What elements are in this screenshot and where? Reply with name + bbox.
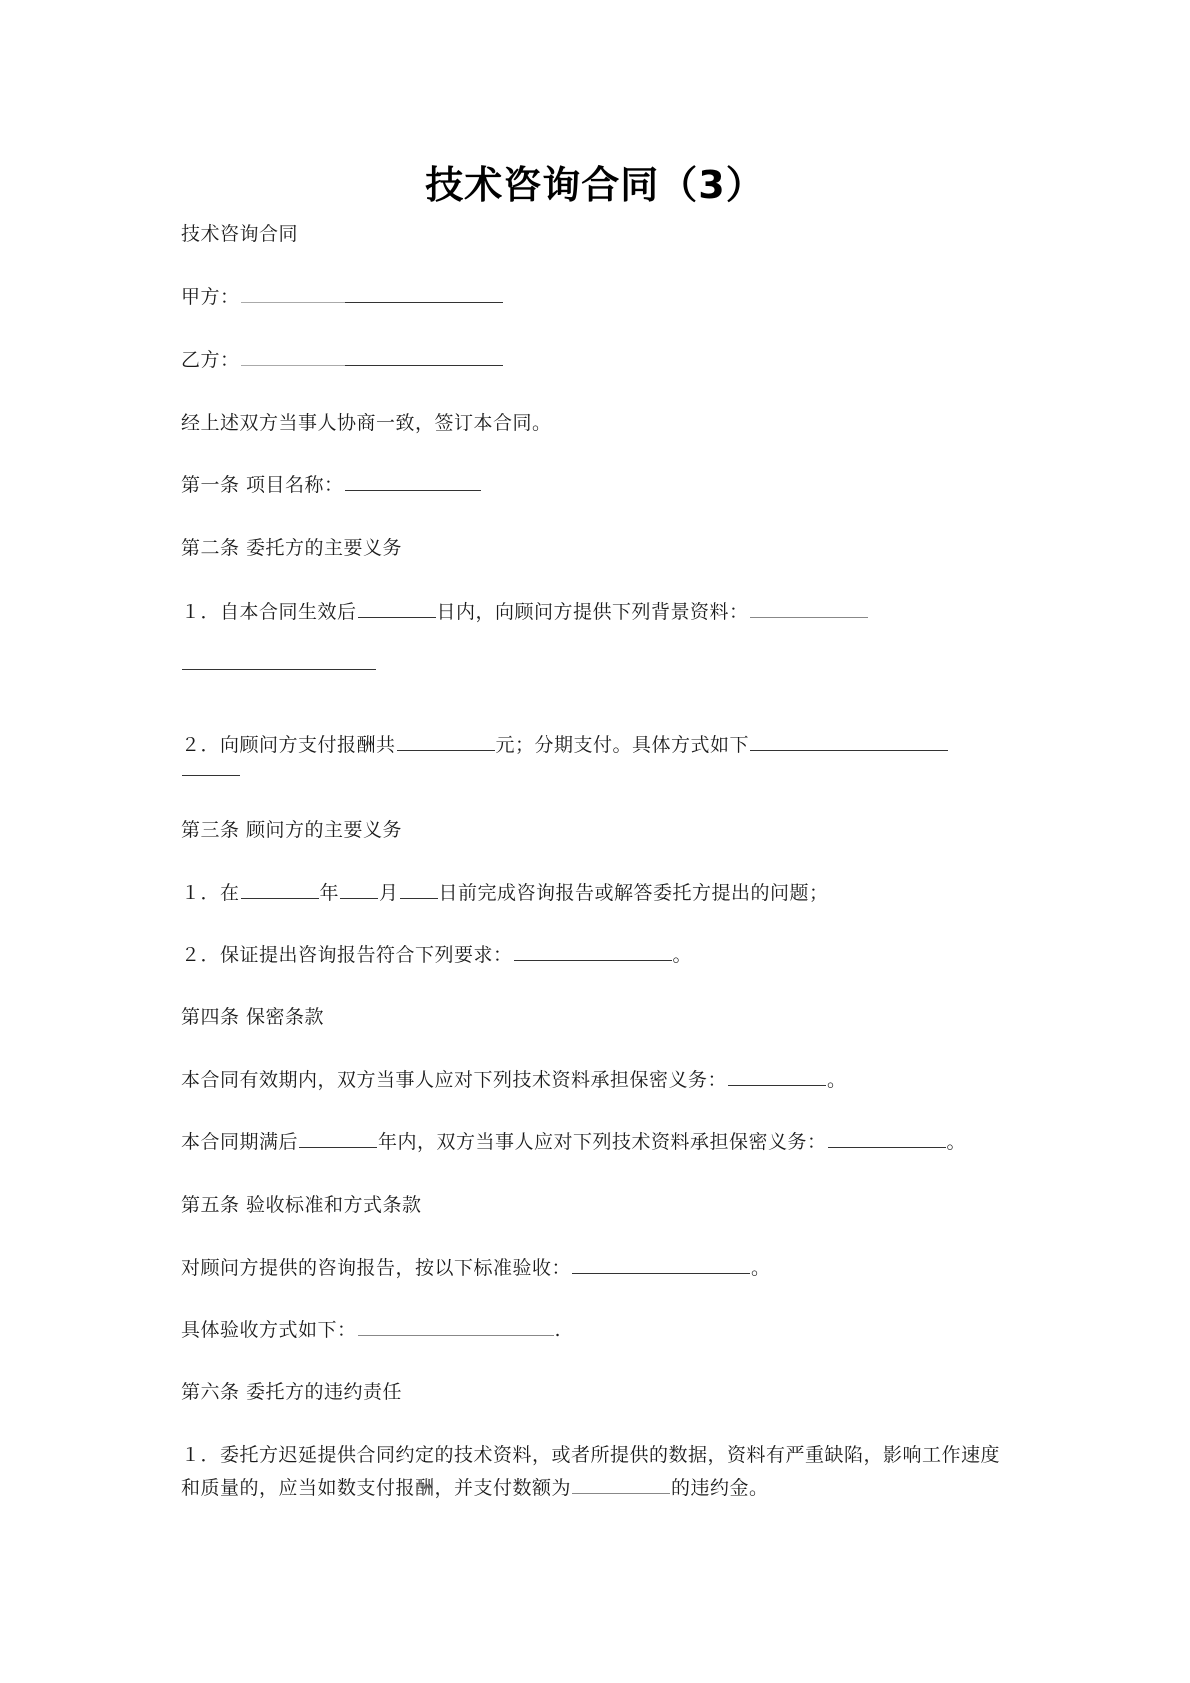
payment-method-blank-continued[interactable] — [182, 757, 240, 776]
article5-para2-text: 具体验收方式如下： — [181, 1319, 357, 1341]
deadline-year-blank[interactable] — [241, 880, 319, 899]
article2-item1-text-b: 日内，向顾问方提供下列背景资料： — [436, 601, 749, 623]
party-b-line — [181, 344, 1011, 376]
article4-para2-text-b: 年内，双方当事人应对下列技术资料承担保密义务： — [378, 1131, 827, 1153]
article3-item1 — [181, 877, 1011, 909]
party-b-label: 乙方： — [181, 349, 240, 371]
article2-heading: 第二条 委托方的主要义务 — [181, 537, 403, 559]
article5-heading: 第五条 验收标准和方式条款 — [181, 1194, 422, 1216]
article4-para1-text: 本合同有效期内，双方当事人应对下列技术资料承担保密义务： — [181, 1069, 728, 1091]
confidential-years-blank[interactable] — [299, 1129, 377, 1148]
article3-item1-text-a: １．在 — [181, 882, 240, 904]
party-a-line — [181, 281, 1011, 313]
article6-item1-text-a: １．委托方迟延提供合同约定的技术资料，或者所提供的数据，资料有严重缺陷，影响工作速度和质量的，应当如数支付报酬，并支付数额为 — [181, 1444, 1001, 1499]
article3-item2 — [181, 939, 1011, 971]
confidential-materials-during-blank[interactable] — [728, 1067, 826, 1086]
period: 。 — [751, 1257, 771, 1279]
article6-item1-text-b: 的违约金。 — [671, 1477, 769, 1499]
party-a-label: 甲方： — [181, 286, 240, 308]
article6-item1 — [181, 1439, 1013, 1505]
period: . — [554, 1319, 562, 1341]
acceptance-method-blank[interactable] — [358, 1317, 554, 1336]
article2-item2-text-b: 元；分期支付。具体方式如下 — [495, 734, 750, 756]
background-materials-blank[interactable] — [750, 599, 868, 618]
document-subtitle: 技术咨询合同 — [181, 223, 299, 245]
article1-line — [181, 469, 1011, 501]
article4-heading: 第四条 保密条款 — [181, 1006, 325, 1028]
article5-para1 — [181, 1252, 1011, 1284]
party-b-blank[interactable] — [241, 348, 503, 366]
remuneration-amount-blank[interactable] — [397, 732, 495, 751]
article2-item1-continuation — [181, 648, 1011, 680]
article2-item2-continuation — [181, 754, 1011, 786]
background-materials-blank-continued[interactable] — [182, 651, 376, 670]
article4-para2-text-a: 本合同期满后 — [181, 1131, 299, 1153]
acceptance-standard-blank[interactable] — [572, 1255, 750, 1274]
penalty-amount-blank[interactable] — [572, 1475, 670, 1494]
article1-heading: 第一条 项目名称： — [181, 474, 344, 496]
article2-item2-text-a: ２．向顾问方支付报酬共 — [181, 734, 396, 756]
article3-item2-text-a: ２．保证提出咨询报告符合下列要求： — [181, 944, 513, 966]
article3-heading: 第三条 顾问方的主要义务 — [181, 819, 403, 841]
party-a-blank[interactable] — [241, 285, 503, 303]
preamble: 经上述双方当事人协商一致，签订本合同。 — [181, 412, 552, 434]
document-title: 技术咨询合同（3） — [425, 163, 765, 207]
deadline-month-blank[interactable] — [340, 880, 378, 899]
deadline-day-blank[interactable] — [400, 880, 438, 899]
project-name-blank[interactable] — [345, 472, 481, 491]
article2-item1 — [181, 596, 1011, 628]
confidential-materials-after-blank[interactable] — [828, 1129, 946, 1148]
article5-para2 — [181, 1314, 1011, 1346]
payment-method-blank[interactable] — [750, 732, 948, 751]
article3-item1-text-b: 日前完成咨询报告或解答委托方提出的问题； — [438, 882, 829, 904]
article4-para2 — [181, 1126, 1011, 1158]
article2-item1-text-a: １．自本合同生效后 — [181, 601, 357, 623]
year-label: 年 — [319, 882, 340, 904]
report-requirements-blank[interactable] — [514, 942, 672, 961]
article5-para1-text: 对顾问方提供的咨询报告，按以下标准验收： — [181, 1257, 572, 1279]
period: 。 — [946, 1131, 967, 1153]
article6-heading: 第六条 委托方的违约责任 — [181, 1381, 403, 1403]
days-blank[interactable] — [358, 599, 436, 618]
period: 。 — [827, 1069, 847, 1091]
article4-para1 — [181, 1064, 1011, 1096]
month-label: 月 — [379, 882, 399, 904]
period: 。 — [672, 944, 693, 966]
